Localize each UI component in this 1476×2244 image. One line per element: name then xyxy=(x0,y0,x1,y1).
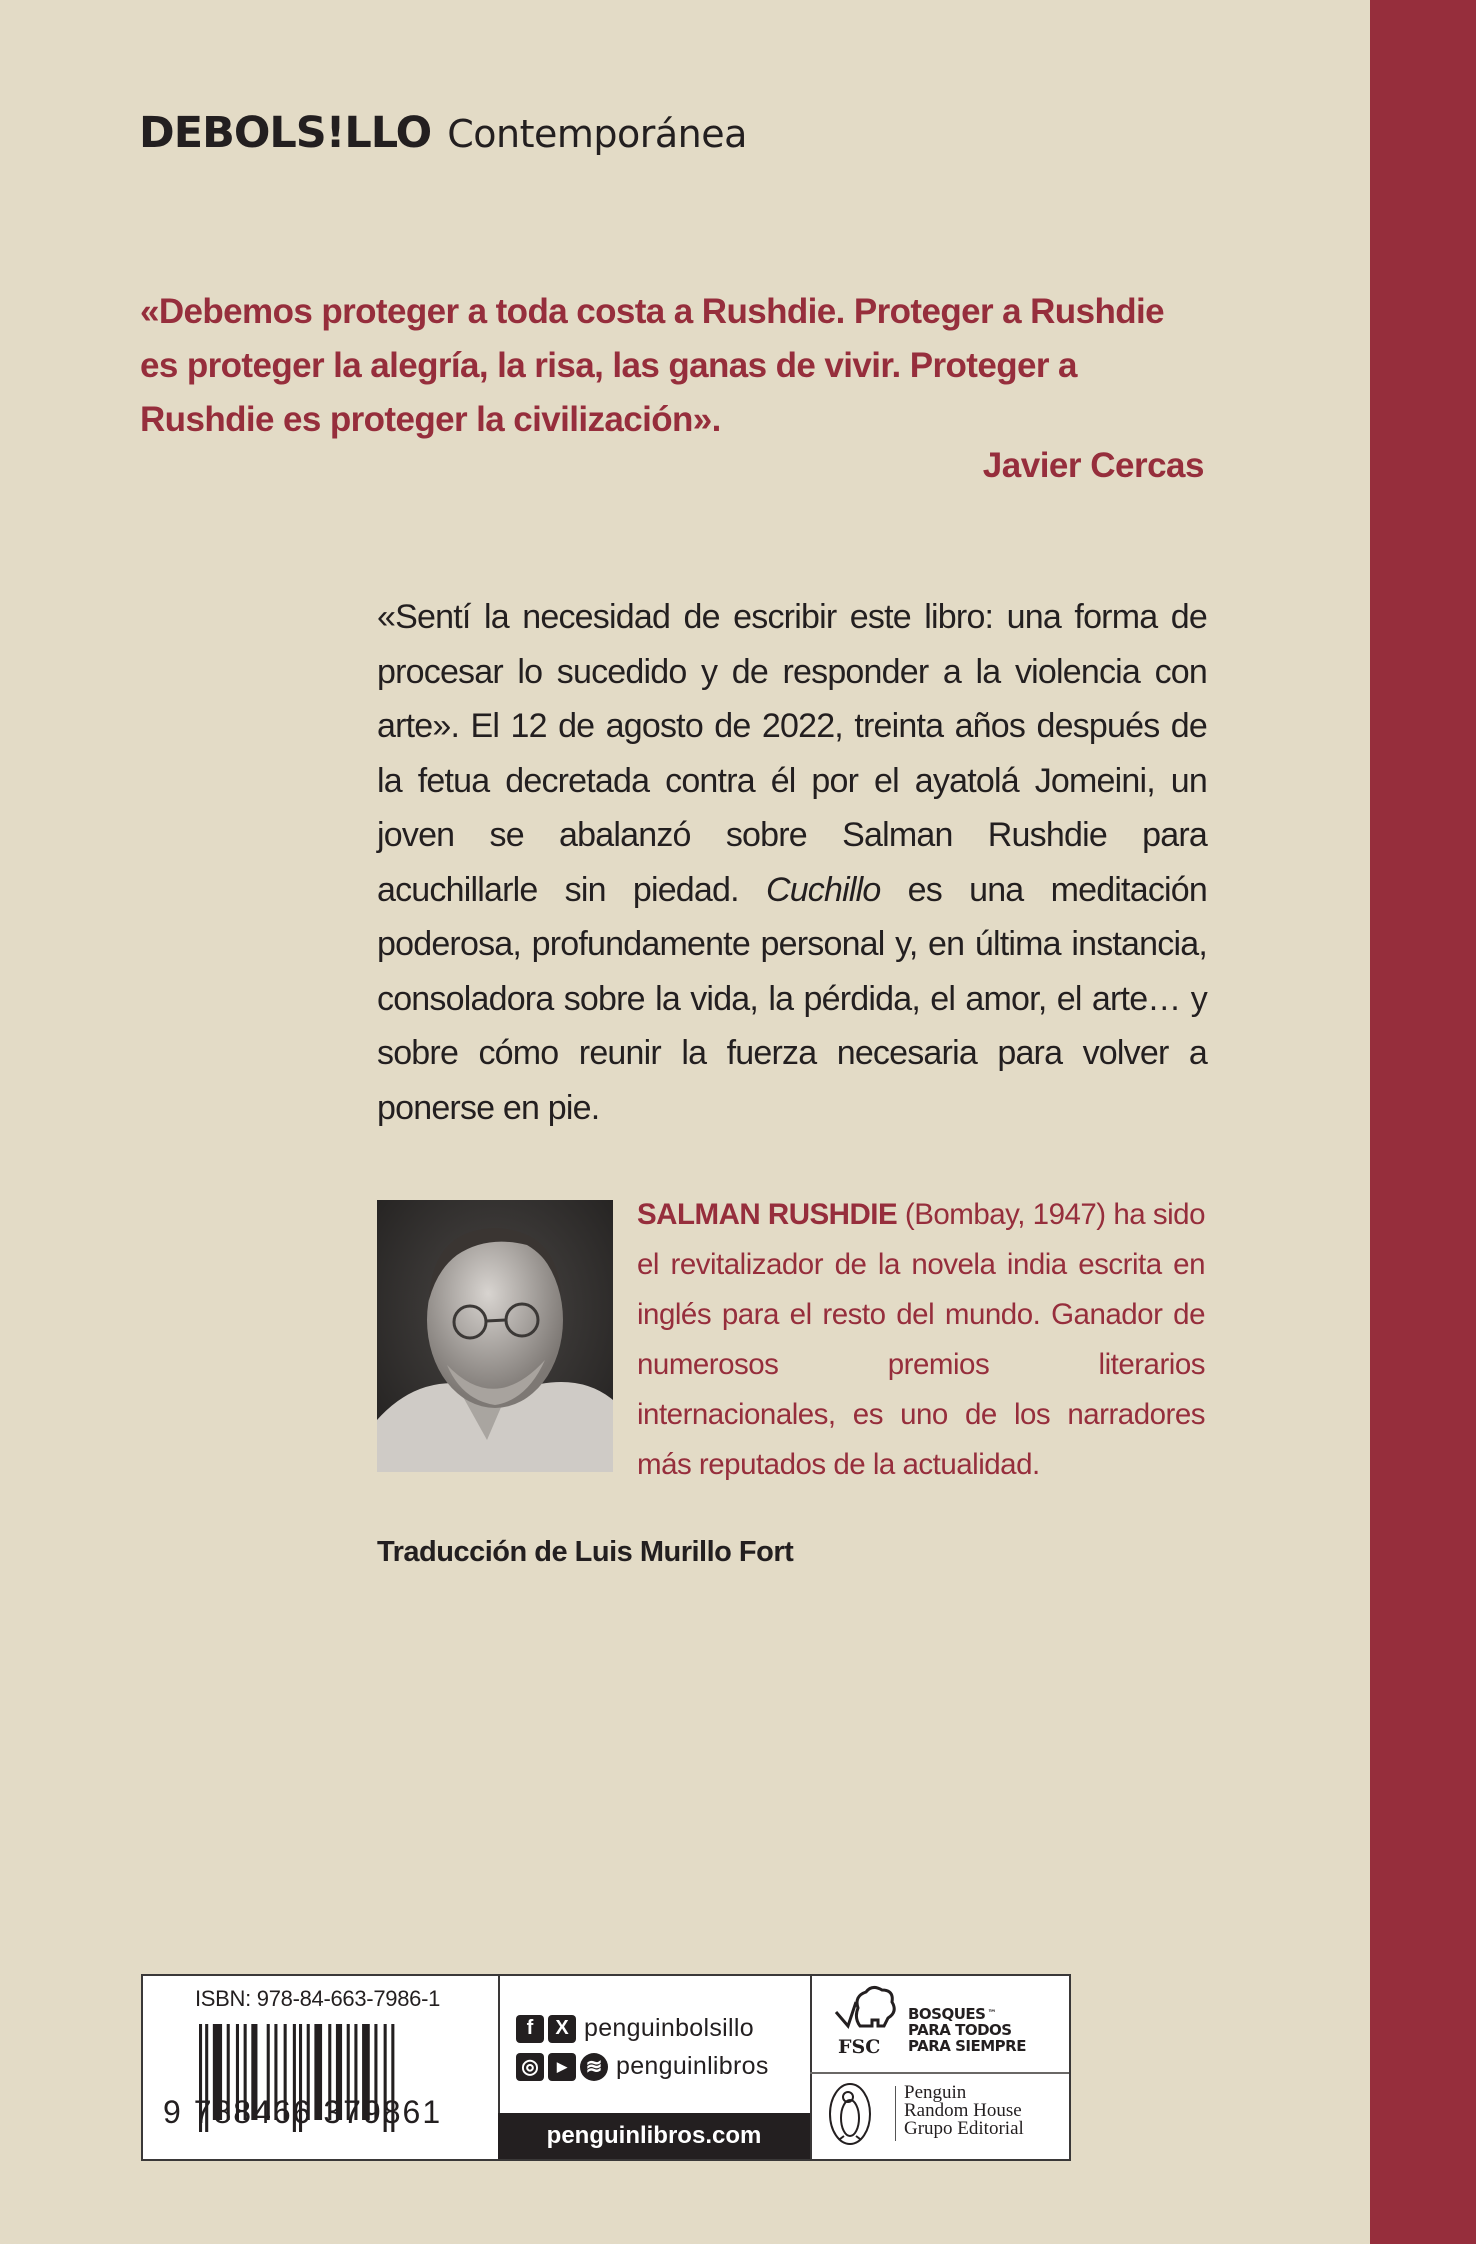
author-portrait-icon xyxy=(377,1200,613,1472)
brand-logo: DEBOLS!LLO xyxy=(139,108,432,158)
synopsis-text-1: «Sentí la necesidad de escribir este libro: una forma de procesar lo sucedido y de responder a la violencia con arte». El 12 de agosto de 2022, treinta años después de la fetua decretada contra él por el ayatolá Jomeini, un joven se abalanzó sobre Salman Rushdie para acuchillarle sin piedad. xyxy=(377,598,1207,909)
imprint-header xyxy=(139,108,747,168)
fsc-slogan-line: PARA TODOS xyxy=(908,2021,1012,2039)
publisher-name-line: Random House xyxy=(904,2100,1022,2121)
spine-band xyxy=(1370,0,1476,2244)
logos-panel xyxy=(810,1976,1069,2159)
social-row-bolsillo xyxy=(516,2014,754,2043)
trademark-symbol: ™ xyxy=(987,2009,996,2019)
fsc-slogan-line: BOSQUES xyxy=(908,2005,986,2023)
collection-name: Contemporánea xyxy=(447,112,747,156)
website-link[interactable]: penguinlibros.com xyxy=(498,2113,810,2159)
author-name: SALMAN RUSHDIE xyxy=(637,1198,898,1231)
publisher-name xyxy=(904,2084,1024,2138)
translation-credit: Traducción de Luis Murillo Fort xyxy=(377,1536,794,1568)
book-title: Cuchillo xyxy=(765,870,881,909)
author-bio-text: (Bombay, 1947) ha sido el revitalizador de la novela india escrita en inglés para el resto del mundo. Ganador de numerosos premios literarios internacionales, es uno de los narradores más reputados de la actualidad. xyxy=(637,1198,1205,1481)
spotify-icon[interactable]: ≋ xyxy=(580,2053,608,2081)
social-handle[interactable]: penguinbolsillo xyxy=(584,2014,754,2042)
instagram-icon[interactable]: ◎ xyxy=(516,2053,544,2081)
social-row-libros xyxy=(516,2052,769,2081)
author-photo xyxy=(377,1200,613,1472)
fsc-slogan-line: PARA SIEMPRE xyxy=(908,2037,1026,2055)
fsc-tree-icon xyxy=(832,1982,902,2040)
youtube-icon[interactable]: ▶ xyxy=(548,2053,576,2081)
facebook-icon[interactable]: f xyxy=(516,2015,544,2043)
social-panel xyxy=(498,1976,812,2159)
publisher-logo xyxy=(810,2074,1069,2159)
blurb-quote: «Debemos proteger a toda costa a Rushdie. Proteger a Rushdie es proteger la alegría, la risa, las ganas de vivir. Proteger a Rushdie es proteger la civilización». xyxy=(140,292,1164,439)
barcode-digits: 9 788466 379861 xyxy=(163,2094,443,2130)
isbn-label: ISBN: 978-84-663-7986-1 xyxy=(195,1986,441,2011)
penguin-icon xyxy=(828,2082,872,2146)
author-bio xyxy=(637,1190,1205,1490)
fsc-label: FSC xyxy=(838,2036,881,2058)
publisher-name-line: Penguin xyxy=(904,2082,967,2103)
synopsis xyxy=(377,590,1207,1135)
logo-divider xyxy=(895,2086,896,2141)
synopsis-text-2: es una meditación poderosa, profundamente personal y, en última instancia, consoladora sobre la vida, la pérdida, el amor, el arte… y sobre cómo reunir la fuerza necesaria para volver a ponerse en pie. xyxy=(377,870,1207,1127)
social-handle[interactable]: penguinlibros xyxy=(616,2052,769,2080)
fsc-slogan xyxy=(908,2006,1026,2054)
barcode-panel xyxy=(143,1976,500,2159)
blurb-author: Javier Cercas xyxy=(982,446,1204,485)
fsc-logo xyxy=(810,1976,1069,2074)
x-icon[interactable]: X xyxy=(548,2015,576,2043)
publisher-name-line: Grupo Editorial xyxy=(904,2118,1024,2139)
publisher-info-box xyxy=(141,1974,1071,2161)
